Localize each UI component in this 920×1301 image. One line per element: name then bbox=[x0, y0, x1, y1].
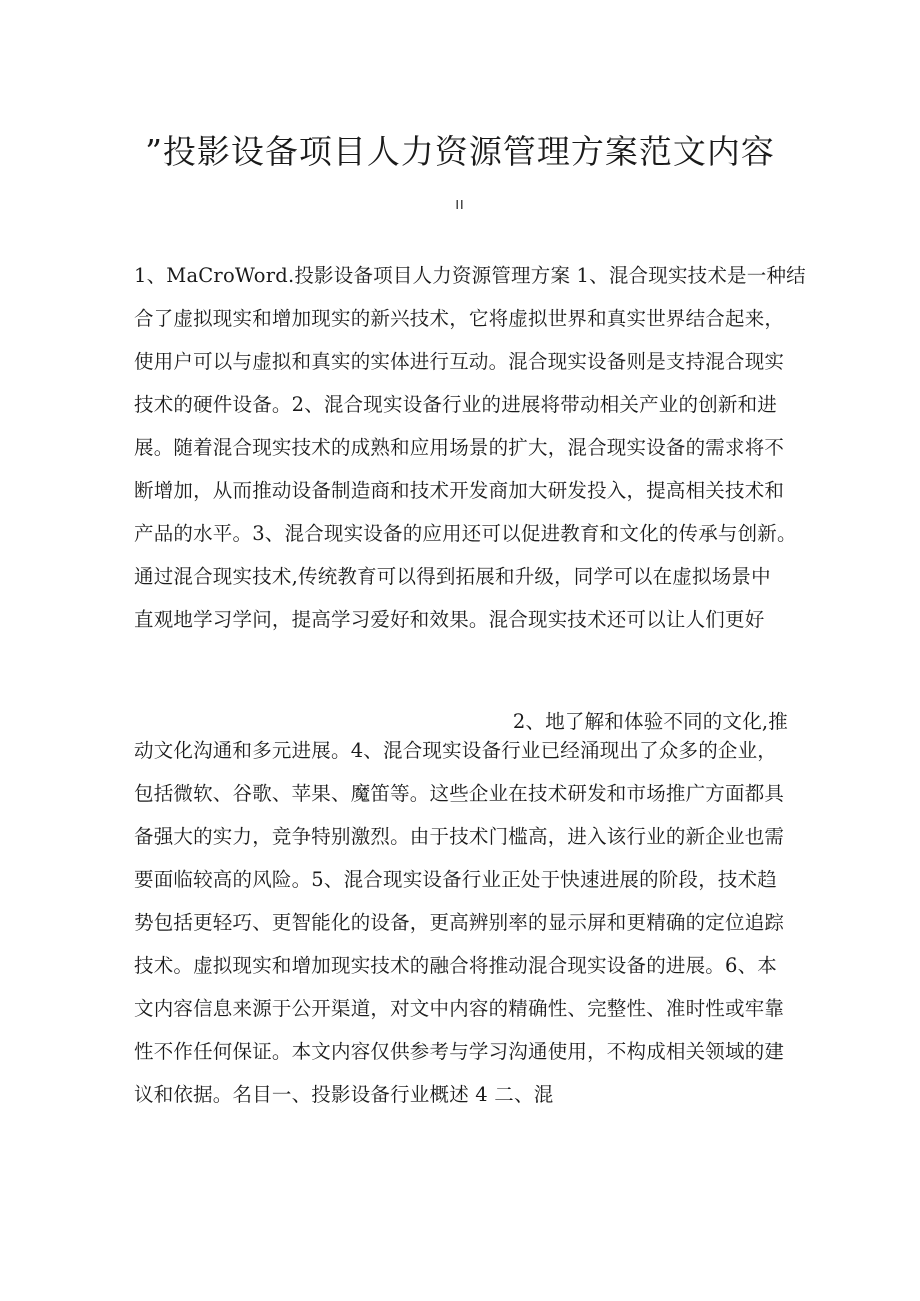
body-line-5: 展。随着混合现实技术的成熟和应用场景的扩大，混合现实设备的需求将不 bbox=[134, 436, 785, 459]
body-line-15: 要面临较高的风险。5、混合现实设备行业正处于快速进展的阶段，技术趋 bbox=[134, 868, 778, 891]
body-line-7: 产品的水平。3、混合现实设备的应用还可以促进教育和文化的传承与创新。 bbox=[134, 522, 797, 545]
body-line-17: 技术。虚拟现实和增加现实技术的融合将推动混合现实设备的进展。6、本 bbox=[134, 954, 778, 977]
body-line-20: 议和依据。名目一、投影设备行业概述 4 二、混 bbox=[134, 1083, 554, 1106]
document-title: ”投影设备项目人力资源管理方案范文内容 bbox=[145, 132, 775, 171]
body-line-1: 1、MaCroWord.投影设备项目人力资源管理方案 1、混合现实技术是一种结 bbox=[134, 264, 806, 287]
body-line-12: 动文化沟通和多元进展。4、混合现实设备行业已经涌现出了众多的企业， bbox=[134, 739, 778, 762]
body-line-2: 合了虚拟现实和增加现实的新兴技术，它将虚拟世界和真实世界结合起来， bbox=[134, 307, 785, 330]
body-line-18: 文内容信息来源于公开渠道，对文中内容的精确性、完整性、准时性或牢靠 bbox=[134, 997, 785, 1020]
body-line-19: 性不作任何保证。本文内容仅供参考与学习沟通使用，不构成相关领域的建 bbox=[134, 1040, 785, 1063]
body-line-4: 技术的硬件设备。2、混合现实设备行业的进展将带动相关产业的创新和进 bbox=[134, 393, 778, 416]
body-line-6: 断增加，从而推动设备制造商和技术开发商加大研发投入，提高相关技术和 bbox=[134, 479, 785, 502]
body-line-13: 包括微软、谷歌、苹果、魔笛等。这些企业在技术研发和市场推广方面都具 bbox=[134, 782, 785, 805]
body-line-3: 使用户可以与虚拟和真实的实体进行互动。混合现实设备则是支持混合现实 bbox=[134, 350, 785, 373]
title-mark: II bbox=[455, 197, 465, 212]
body-line-8: 通过混合现实技术,传统教育可以得到拓展和升级，同学可以在虚拟场景中 bbox=[134, 565, 771, 588]
body-line-14: 备强大的实力，竞争特别激烈。由于技术门槛高，进入该行业的新企业也需 bbox=[134, 825, 785, 848]
body-line-16: 势包括更轻巧、更智能化的设备，更高辨别率的显示屏和更精确的定位追踪 bbox=[134, 911, 785, 934]
body-line-11-right: 2、地了解和体验不同的文化,推 bbox=[512, 710, 788, 733]
body-line-9: 直观地学习学问，提高学习爱好和效果。混合现实技术还可以让人们更好 bbox=[134, 608, 765, 631]
